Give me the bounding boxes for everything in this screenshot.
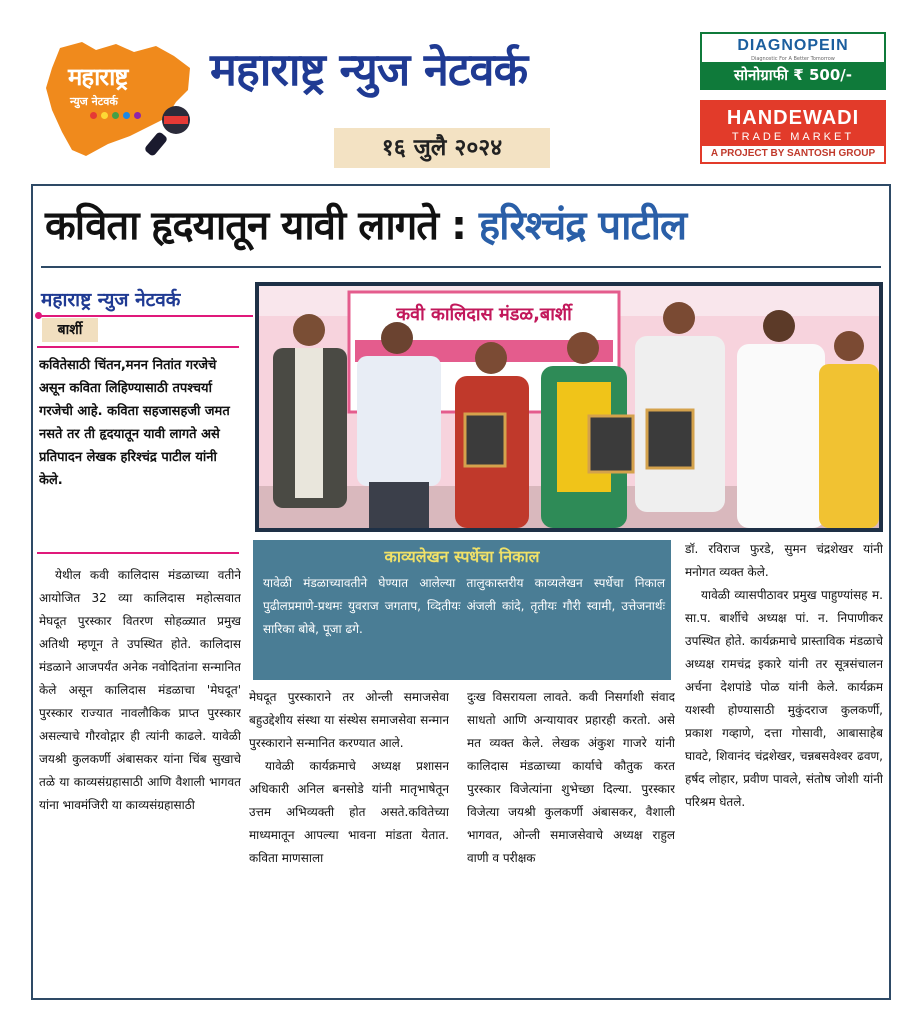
column-3-text: दुःख विसरायला लावते. कवी निसर्गाशी संवाद साधतो आणि अन्यायावर प्रहारही करतो. असे मत व्यक्त केले. लेखक अंकुश गाजरे यांनी कालिदास मंडळाच्या कार्याचे कौतुक करत पुरस्कार विजेत्यांना शुभेच्छा दिल्या. पुरस्कार विजेत्या जयश्री कुलकर्णी अंबासकर, वैशाली भागवत, ओन्ली समाजसेवाचे अध्यक्ष राहुल वाणी व परीक्षक xyxy=(467,690,675,865)
lead-paragraph: कवितेसाठी चिंतन,मनन नितांत गरजेचे असून कविता लिहिण्यासाठी तपश्चर्या गरजेची आहे. कविता सहजासहजी जमत नसते तर ती हृदयातून यावी लागते असे प्रतिपादन लेखक हरिश्चंद्र पाटील यांनी केले. xyxy=(39,358,230,488)
column-4 xyxy=(685,538,883,996)
diagnopein-ad[interactable] xyxy=(700,32,886,90)
logo-line2: न्युज नेटवर्क xyxy=(70,95,118,108)
dateline-place: बार्शी xyxy=(42,318,98,342)
masthead-logo xyxy=(38,40,198,162)
column-1-text: येथील कवी कालिदास मंडळाच्या वतीने आयोजित 32 व्या कालिदास महोत्सवात मेघदूत पुरस्कार वितरण सोहळ्यात प्रमुख अतिथी म्हणून ते उपस्थित होते. कालिदास मंडळाने आजपर्यंत अनेक नवोदितांना सन्मानित केले असून कालिदास मंडळाचा 'मेघदूत' पुरस्कार राज्यात नावलौकिक प्राप्त पुरस्कार असल्याचे गौरवोद्गार ही त्यांनी काढले. यावेळी जयश्री कुलकर्णी अंबासकर यांना चिंब सुखाचे तळे या काव्यसंग्रहासाठी आणि वैशाली भागवत यांना भावमंजिरी या काव्यसंग्रहासाठी xyxy=(39,568,241,812)
issue-date: १६ जुलै २०२४ xyxy=(334,128,550,168)
microphone-icon xyxy=(142,102,196,156)
handewadi-brand: HANDEWADI xyxy=(726,107,860,129)
byline-rule xyxy=(37,315,253,317)
column-2-para-2: यावेळी कार्यक्रमाचे अध्यक्ष प्रशासन अधिकारी अनिल बनसोडे यांनी मातृभाषेतून उत्तम अभिव्यक्ती होत असते.कवितेच्या माध्यमातून आपल्या भावना मांडता येतात. कविता माणसाला xyxy=(249,759,449,865)
publication-title: महाराष्ट्र न्युज नेटवर्क xyxy=(210,43,528,96)
diagnopein-brand: DIAGNOPEIN xyxy=(737,37,849,54)
handewadi-ad[interactable] xyxy=(700,100,886,164)
headline-name: हरिश्चंद्र पाटील xyxy=(478,203,687,249)
headline xyxy=(45,194,881,258)
logo-dots xyxy=(90,112,141,119)
column-1 xyxy=(39,564,241,996)
column-4-para-2: यावेळी व्यासपीठावर प्रमुख पाहुण्यांसह म. सा.प. बार्शीचे अध्यक्ष पां. न. निपाणीकर उपस्थित होते. कार्यक्रमाचे प्रास्ताविक मंडळाचे अध्यक्ष रामचंद्र इकारे यांनी तर सूत्रसंचालन अर्चना देशपांडे पोळ यांनी केले. कार्यक्रम यशस्वी होण्यासाठी मुकुंदराज कुलकर्णी, प्रकाश गव्हाणे, दत्ता गोसावी, आबासाहेब घावटे, शिवानंद चंद्रशेखर, चन्नबसवेश्वर ढवण, हर्षद लोहार, प्रवीण पावले, संतोष जोशी यांनी परिश्रम घेतले. xyxy=(685,588,883,809)
column-2-para-1: मेघदूत पुरस्काराने तर ओन्ली समाजसेवा बहुउद्देशीय संस्था या संस्थेस समाजसेवा सन्मान पुरस्काराने सन्मानित करण्यात आले. xyxy=(249,690,449,750)
article-frame xyxy=(31,184,891,1000)
column-3 xyxy=(467,686,675,996)
handewadi-footer: A PROJECT BY SANTOSH GROUP xyxy=(702,146,884,162)
event-photo xyxy=(255,282,883,532)
headline-main: कविता हृदयातून यावी लागते : xyxy=(45,203,479,249)
result-body: यावेळी मंडळाच्यावतीने घेण्यात आलेल्या तालुकास्तरीय काव्यलेखन स्पर्धेचा निकाल पुढीलप्रमाणे-प्रथमः युवराज जगताप, व्दितीयः अंजली कांदे, तृतीयः गौरी स्वामी, उत्तेजनार्थः सारिका बोबे, पूजा ढगे. xyxy=(263,576,665,636)
result-title: काव्यलेखन स्पर्धेचा निकाल xyxy=(384,547,540,566)
lead-rule-top xyxy=(37,346,239,348)
award-ceremony-photo xyxy=(259,286,879,528)
byline: महाराष्ट्र न्युज नेटवर्क xyxy=(41,289,181,311)
diagnopein-tagline: Diagnostic For A Better Tomorrow xyxy=(751,56,835,62)
diagnopein-offer: सोनोग्राफी ₹ 500/- xyxy=(702,62,884,88)
banner-text: कवी कालिदास मंडळ,बार्शी xyxy=(396,304,572,325)
column-4-para-1: डॉ. रविराज फुरडे, सुमन चंद्रशेखर यांनी मनोगत व्यक्त केले. xyxy=(685,542,883,579)
headline-rule xyxy=(41,266,881,268)
logo-line1: महाराष्ट्र xyxy=(68,63,128,91)
handewadi-sub: TRADE MARKET xyxy=(731,131,855,143)
lead-rule-bottom xyxy=(37,552,239,554)
result-box xyxy=(253,540,671,680)
column-2 xyxy=(249,686,449,996)
